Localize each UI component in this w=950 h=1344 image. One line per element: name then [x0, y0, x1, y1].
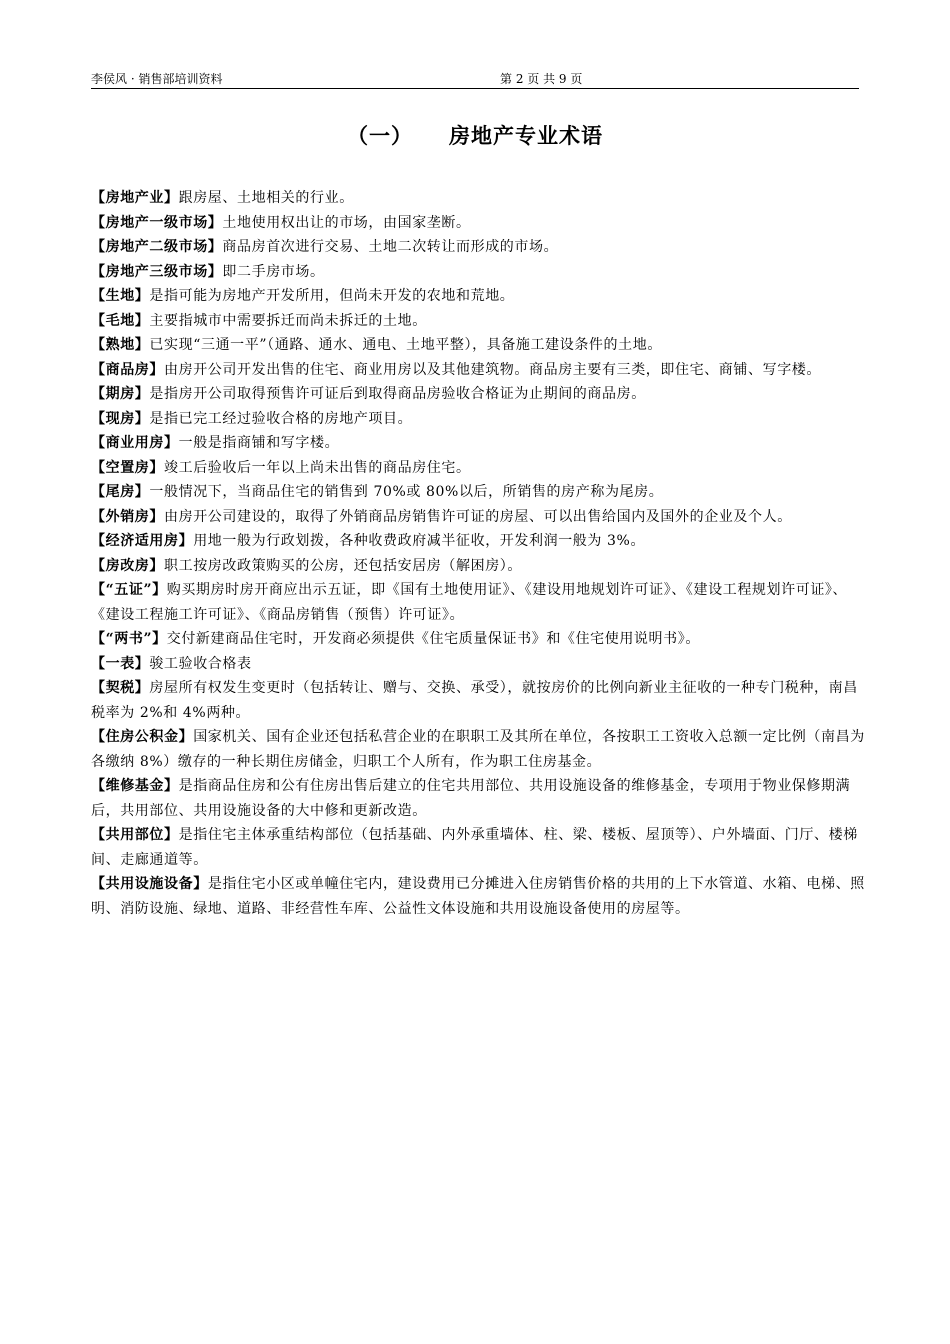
term-definition: 是指住宅主体承重结构部位（包括基础、内外承重墙体、柱、梁、楼板、屋顶等）、户外墙面、门厅、楼梯间、走廊通道等。: [91, 827, 858, 868]
term-name: 【尾房】: [91, 484, 150, 500]
header-page-number: 第 2 页 共 9 页: [500, 72, 583, 86]
term-name: 【房地产一级市场】: [91, 214, 223, 231]
term-name: 【房地产三级市场】: [91, 263, 223, 280]
term-entry: [91, 333, 865, 358]
term-list: [91, 186, 865, 921]
section-heading: 房地产专业术语: [449, 124, 603, 148]
term-name: 【生地】: [91, 288, 150, 304]
term-definition: 土地使用权出让的市场，由国家垄断。: [222, 214, 471, 231]
term-definition: 由房开公司建设的，取得了外销商品房销售许可证的房屋、可以出售给国内及国外的企业及个人。: [164, 508, 792, 525]
term-definition: 是指可能为房地产开发所用，但尚未开发的农地和荒地。: [149, 288, 515, 304]
term-name: 【现房】: [91, 410, 150, 427]
term-definition: 竣工后验收后一年以上尚未出售的商品房住宅。: [164, 459, 471, 476]
term-entry: [91, 676, 865, 725]
term-definition: 商品房首次进行交易、土地二次转让而形成的市场。: [222, 239, 559, 255]
term-definition: 职工按房改政策购买的公房，还包括安居房（解困房）。: [164, 557, 522, 574]
term-entry: [91, 407, 865, 432]
term-name: 【契税】: [91, 680, 150, 696]
term-entry: [91, 431, 865, 456]
term-name: 【“五证”】: [91, 582, 167, 598]
term-name: 【房地产二级市场】: [91, 239, 223, 255]
term-name: 【维修基金】: [91, 778, 179, 794]
term-name: 【毛地】: [91, 312, 150, 329]
term-name: 【“两书”】: [91, 631, 167, 647]
term-name: 【熟地】: [91, 337, 150, 353]
term-name: 【外销房】: [91, 508, 164, 525]
term-entry: [91, 505, 865, 530]
term-definition: 已实现“三通一平”（通路、通水、通电、土地平整），具备施工建设条件的土地。: [149, 337, 662, 353]
term-entry: [91, 309, 865, 334]
term-definition: 房屋所有权发生变更时（包括转让、赠与、交换、承受），就按房价的比例向新业主征收的一种专门税种，南昌税率为 2%和 4%两种。: [91, 680, 858, 721]
term-name: 【经济适用房】: [91, 533, 194, 549]
term-entry: [91, 260, 865, 285]
term-entry: [91, 211, 865, 236]
section-title: [0, 120, 950, 150]
page-header: [91, 68, 859, 89]
term-entry: [91, 480, 865, 505]
term-entry: [91, 456, 865, 481]
term-name: 【空置房】: [91, 459, 164, 476]
term-definition: 是指房开公司取得预售许可证后到取得商品房验收合格证为止期间的商品房。: [149, 386, 646, 402]
term-definition: 即二手房市场。: [222, 263, 325, 280]
term-name: 【房改房】: [91, 557, 164, 574]
term-name: 【住房公积金】: [91, 729, 194, 745]
term-entry: [91, 358, 865, 383]
term-entry: [91, 823, 865, 872]
term-definition: 骏工验收合格表: [149, 655, 252, 672]
term-name: 【房地产业】: [91, 190, 179, 206]
term-name: 【商业用房】: [91, 435, 179, 451]
term-entry: [91, 578, 865, 627]
term-definition: 一般是指商铺和写字楼。: [178, 435, 340, 451]
term-entry: [91, 382, 865, 407]
term-definition: 由房开公司开发出售的住宅、商业用房以及其他建筑物。商品房主要有三类，即住宅、商铺、写字楼。: [164, 361, 821, 378]
term-definition: 一般情况下，当商品住宅的销售到 70%或 80%以后，所销售的房产称为尾房。: [149, 484, 664, 500]
term-definition: 用地一般为行政划拨，各种收费政府减半征收，开发利润一般为 3%。: [193, 533, 646, 549]
term-name: 【共用部位】: [91, 827, 179, 843]
term-name: 【共用设施设备】: [91, 876, 208, 892]
term-entry: [91, 554, 865, 579]
term-name: 【期房】: [91, 386, 150, 402]
term-name: 【商品房】: [91, 361, 164, 378]
term-entry: [91, 725, 865, 774]
term-definition: 跟房屋、土地相关的行业。: [178, 190, 354, 206]
term-entry: [91, 872, 865, 921]
term-entry: [91, 627, 865, 652]
term-definition: 是指已完工经过验收合格的房地产项目。: [149, 410, 413, 427]
term-entry: [91, 186, 865, 211]
term-entry: [91, 284, 865, 309]
term-entry: [91, 652, 865, 677]
term-entry: [91, 529, 865, 554]
header-doc-title: 李侯风 · 销售部培训资料: [91, 72, 223, 86]
term-definition: 是指商品住房和公有住房出售后建立的住宅共用部位、共用设施设备的维修基金，专项用于物业保修期满后，共用部位、共用设施设备的大中修和更新改造。: [91, 778, 851, 819]
term-entry: [91, 235, 865, 260]
term-definition: 国家机关、国有企业还包括私营企业的在职职工及其所在单位，各按职工工资收入总额一定比例（南昌为各缴纳 8%）缴存的一种长期住房储金，归职工个人所有，作为职工住房基金。: [91, 729, 865, 770]
term-entry: [91, 774, 865, 823]
term-definition: 交付新建商品住宅时，开发商必须提供《住宅质量保证书》和《住宅使用说明书》。: [166, 631, 700, 647]
term-definition: 主要指城市中需要拆迁而尚未拆迁的土地。: [149, 312, 427, 329]
term-definition: 购买期房时房开商应出示五证，即《国有土地使用证》、《建设用地规划许可证》、《建设工程规划许可证》、《建设工程施工许可证》、《商品房销售（预售）许可证》。: [91, 582, 848, 623]
section-number: （一）: [347, 124, 413, 148]
term-name: 【一表】: [91, 655, 150, 672]
term-definition: 是指住宅小区或单幢住宅内，建设费用已分摊进入住房销售价格的共用的上下水管道、水箱、电梯、照明、消防设施、绿地、道路、非经营性车库、公益性文体设施和共用设施设备使用的房屋等。: [91, 876, 865, 917]
